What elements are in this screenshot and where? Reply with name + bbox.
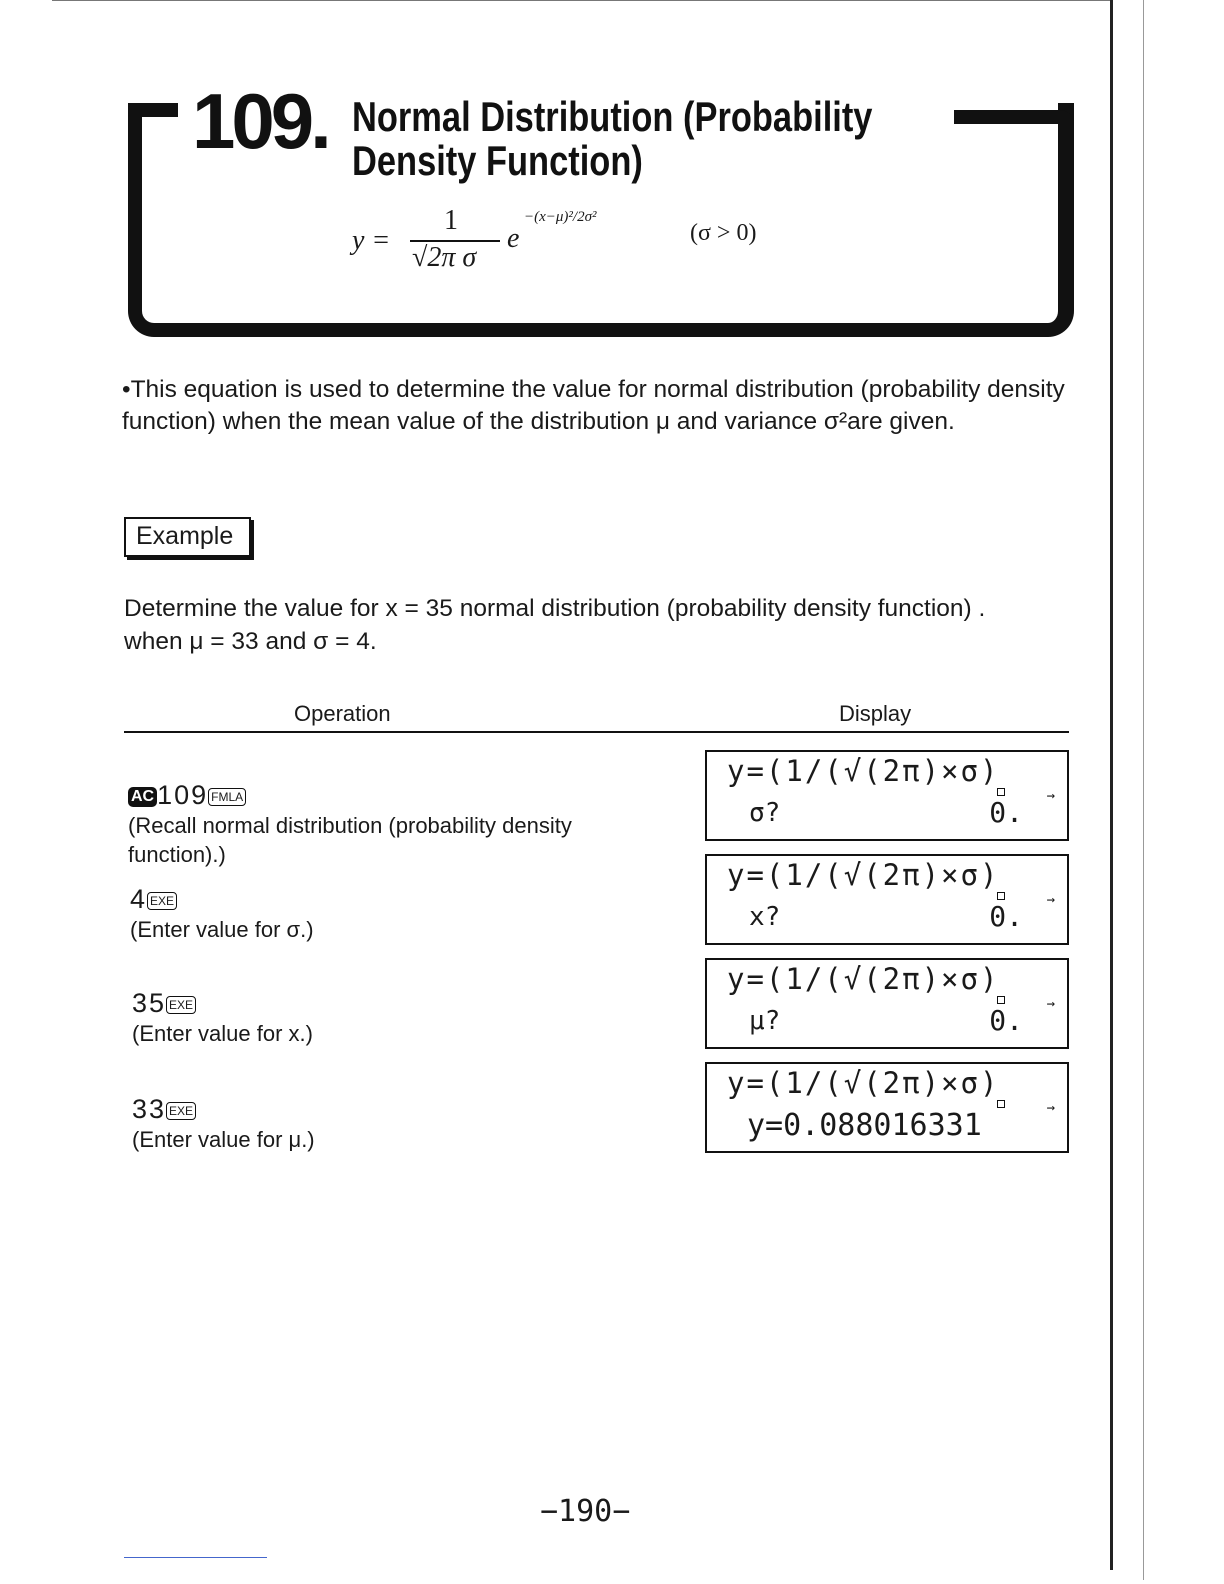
- ac-key: AC: [128, 787, 157, 807]
- display-4: [705, 1062, 1069, 1153]
- cursor-icon: [997, 1100, 1005, 1108]
- display-1: [705, 750, 1069, 841]
- step-1-desc-line1: (Recall normal distribution (probability density: [128, 813, 572, 838]
- display-2-prompt: x?: [749, 902, 781, 932]
- exe-key: EXE: [166, 996, 196, 1014]
- step-2-key: 4: [130, 884, 148, 914]
- section-number: 109.: [192, 77, 328, 165]
- fmla-key: FMLA: [208, 788, 246, 806]
- step-1: [128, 780, 668, 869]
- operation-heading: Operation: [294, 701, 391, 726]
- display-3-value: 0.: [989, 1004, 1023, 1037]
- formula-exponent: −(x−μ)²/2σ²: [524, 209, 597, 225]
- section-title-line1: Normal Distribution (Probability: [352, 93, 873, 140]
- formula-lhs: y =: [352, 225, 391, 256]
- display-1-prompt: σ?: [749, 798, 781, 828]
- footer-line: [124, 1557, 267, 1558]
- arrow-right-icon: →: [1046, 996, 1055, 1012]
- arrow-right-icon: →: [1046, 892, 1055, 908]
- arrow-right-icon: →: [1046, 788, 1055, 804]
- step-3: [132, 988, 672, 1048]
- step-4-desc: (Enter value for μ.): [132, 1127, 315, 1152]
- display-1-value: 0.: [989, 796, 1023, 829]
- step-4-keys: [132, 1094, 672, 1125]
- formula: [352, 205, 652, 285]
- page-right-rule: [1110, 0, 1113, 1570]
- exe-key: EXE: [166, 1102, 196, 1120]
- display-4-result: y=0.088016331: [747, 1108, 982, 1143]
- step-4-key: 33: [132, 1094, 167, 1124]
- exe-key: EXE: [147, 892, 177, 910]
- display-3: [705, 958, 1069, 1049]
- step-2-keys: [130, 884, 670, 915]
- step-2-desc: (Enter value for σ.): [130, 917, 314, 942]
- formula-condition: (σ > 0): [690, 220, 757, 246]
- step-1-desc-line2: function).): [128, 842, 226, 867]
- title-frame-corner-left: [128, 103, 178, 117]
- display-2: [705, 854, 1069, 945]
- step-3-desc: (Enter value for x.): [132, 1021, 313, 1046]
- step-3-key: 35: [132, 988, 167, 1018]
- heading-rule: [124, 731, 1069, 733]
- arrow-right-icon: →: [1046, 1100, 1055, 1116]
- section-title: [352, 95, 872, 183]
- description: •This equation is used to determine the value for normal distribution (probability density function) when the mean value of the distribution μ and variance σ²are given.: [122, 376, 1065, 435]
- display-3-prompt: μ?: [749, 1006, 781, 1036]
- display-4-line1: y=(1/(√(2π)×σ): [727, 1066, 1000, 1100]
- section-title-line2: Density Function): [352, 137, 643, 184]
- page-edge-rule: [1143, 0, 1144, 1580]
- cursor-icon: [997, 788, 1005, 796]
- problem-line1: Determine the value for x = 35 normal distribution (probability density function) .: [124, 595, 986, 622]
- formula-base: e: [507, 223, 520, 254]
- formula-numerator: 1: [444, 205, 458, 236]
- display-3-line1: y=(1/(√(2π)×σ): [727, 962, 1000, 996]
- example-label: Example: [124, 517, 251, 557]
- formula-denominator: √2π σ: [412, 242, 477, 273]
- cursor-icon: [997, 996, 1005, 1004]
- display-2-value: 0.: [989, 900, 1023, 933]
- problem-line2: when μ = 33 and σ = 4.: [124, 628, 377, 655]
- step-3-keys: [132, 988, 672, 1019]
- display-2-line1: y=(1/(√(2π)×σ): [727, 858, 1000, 892]
- page-top-rule: [52, 0, 1112, 1]
- step-2: [130, 884, 670, 944]
- step-1-keys: [128, 780, 668, 811]
- problem-statement: [124, 592, 1094, 658]
- title-frame-corner-right: [954, 110, 1074, 124]
- display-heading: Display: [839, 701, 912, 726]
- step-4: [132, 1094, 672, 1154]
- display-1-line1: y=(1/(√(2π)×σ): [727, 754, 1000, 788]
- cursor-icon: [997, 892, 1005, 900]
- page-number: −190−: [540, 1494, 631, 1529]
- step-1-key: 109: [157, 780, 209, 810]
